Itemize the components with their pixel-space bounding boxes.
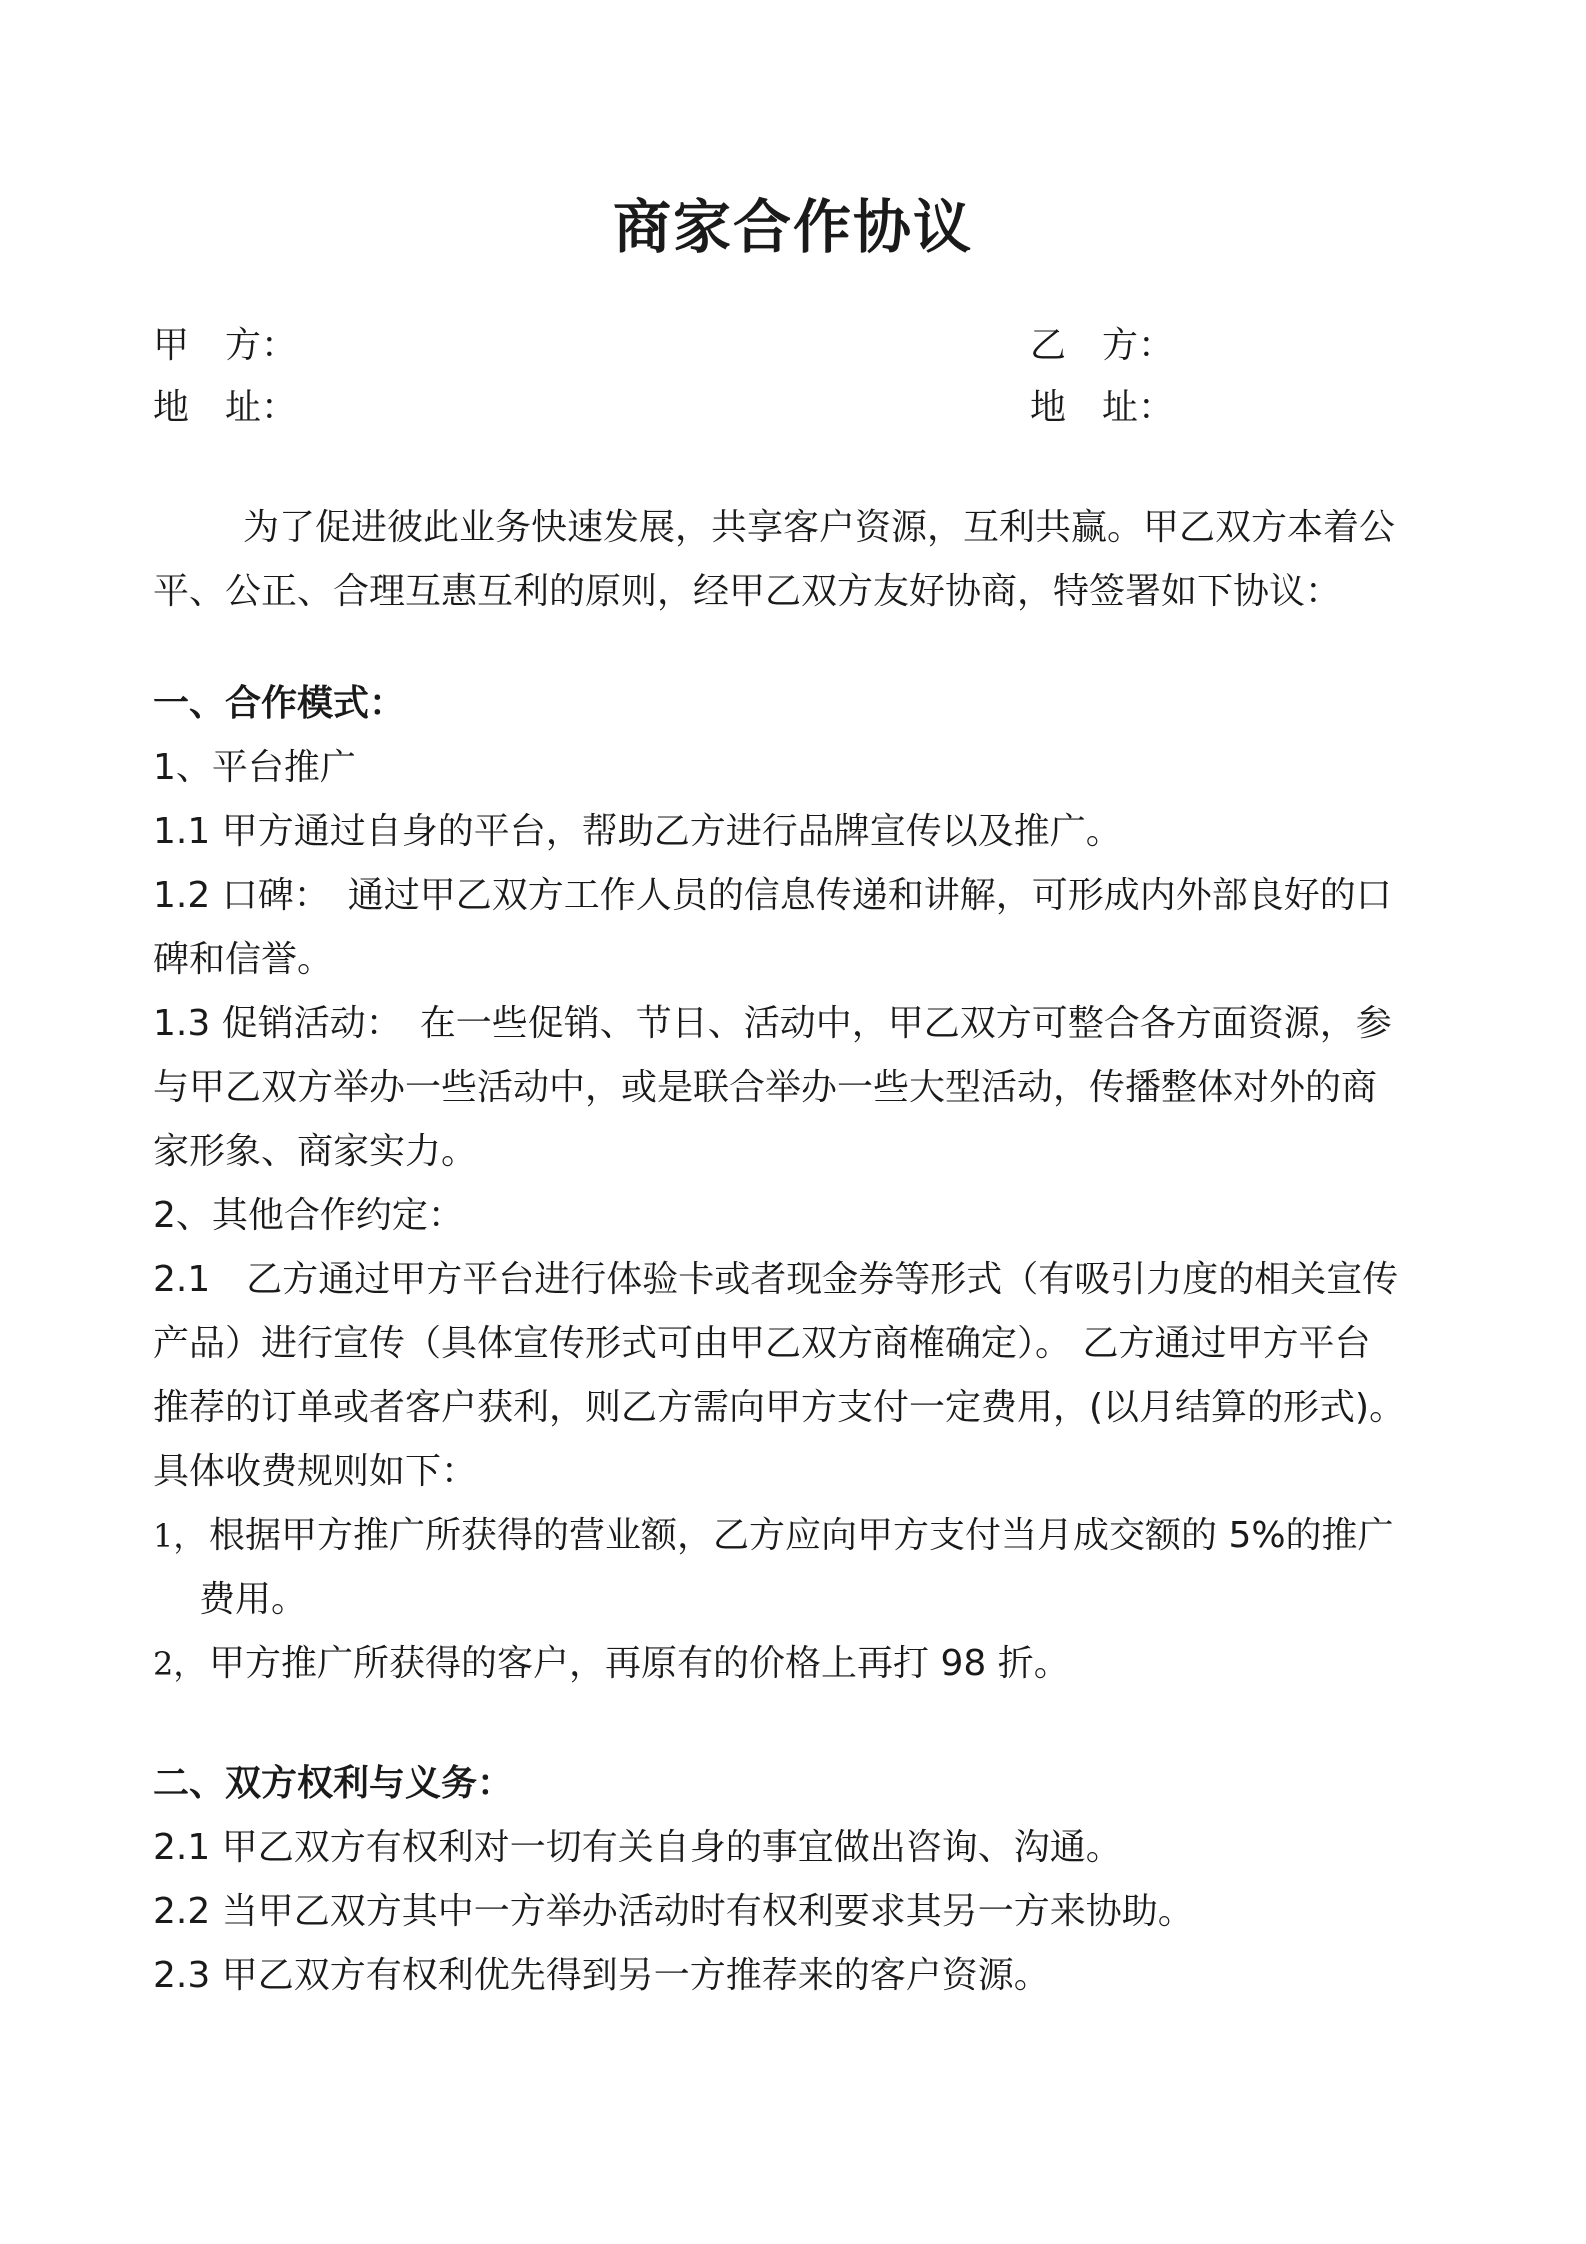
section1-heading: 一、合作模式： — [153, 683, 406, 724]
fee-rule-text: 根据甲方推广所获得的营业额，乙方应向甲方支付当月成交额的 5%的推广 — [209, 1515, 1394, 1556]
clause-2-1-line: 推荐的订单或者客户获利，则乙方需向甲方支付一定费用，(以月结算的形式)。 — [153, 1387, 1406, 1428]
agreement-body — [153, 496, 1443, 2008]
address-a-field — [153, 384, 298, 432]
address-b-label: 地 址： — [1030, 387, 1175, 428]
party-b-label: 乙 方： — [1030, 325, 1175, 366]
party-a-field — [153, 322, 298, 370]
fee-rule-1-continued: 费用。 — [199, 1579, 308, 1620]
fee-rule-text: 甲方推广所获得的客户，再原有的价格上再打 98 折。 — [209, 1643, 1070, 1684]
section2-heading: 二、双方权利与义务： — [153, 1763, 514, 1804]
rights-clause-2-3: 2.3 甲乙双方有权利优先得到另一方推荐来的客户资源。 — [153, 1955, 1050, 1996]
clause-1-3-line: 与甲乙双方举办一些活动中，或是联合举办一些大型活动，传播整体对外的商 — [153, 1067, 1378, 1108]
clause-1-3-line: 1.3 促销活动： 在一些促销、节日、活动中，甲乙双方可整合各方面资源，参 — [153, 1003, 1392, 1044]
clause-2-1-line: 产品）进行宣传（具体宣传形式可由甲乙双方商榷确定）。 乙方通过甲方平台 — [153, 1323, 1371, 1364]
clause-1-2-line: 碑和信誉。 — [153, 939, 334, 980]
party-b-field — [1030, 322, 1175, 370]
fee-rule-1 — [153, 1504, 1443, 1568]
rights-clause-2-1: 2.1 甲乙双方有权利对一切有关自身的事宜做出咨询、沟通。 — [153, 1827, 1122, 1868]
clause-1-1: 1.1 甲方通过自身的平台，帮助乙方进行品牌宣传以及推广。 — [153, 811, 1122, 852]
document-title: 商家合作协议 — [612, 193, 973, 261]
intro-line: 为了促进彼此业务快速发展，共享客户资源，互利共赢。甲乙双方本着公 — [243, 507, 1396, 548]
fee-rule-number: 1， — [153, 1517, 206, 1555]
clause-1-2-line: 1.2 口碑： 通过甲乙双方工作人员的信息传递和讲解，可形成内外部良好的口 — [153, 875, 1392, 916]
subsection-title: 1、平台推广 — [153, 747, 356, 788]
address-a-label: 地 址： — [153, 387, 298, 428]
party-a-label: 甲 方： — [153, 325, 298, 366]
clause-1-3-line: 家形象、商家实力。 — [153, 1131, 478, 1172]
fee-rule-number: 2， — [153, 1645, 206, 1683]
rights-clause-2-2: 2.2 当甲乙双方其中一方举办活动时有权利要求其另一方来协助。 — [153, 1891, 1194, 1932]
address-b-field — [1030, 384, 1175, 432]
intro-line: 平、公正、合理互惠互利的原则，经甲乙双方友好协商，特签署如下协议： — [153, 571, 1342, 612]
fee-rule-2 — [153, 1632, 1443, 1696]
clause-2-1-line: 2.1 乙方通过甲方平台进行体验卡或者现金券等形式（有吸引力度的相关宣传 — [153, 1259, 1399, 1300]
clause-2-1-line: 具体收费规则如下： — [153, 1451, 478, 1492]
subsection-title: 2、其他合作约定： — [153, 1195, 464, 1236]
